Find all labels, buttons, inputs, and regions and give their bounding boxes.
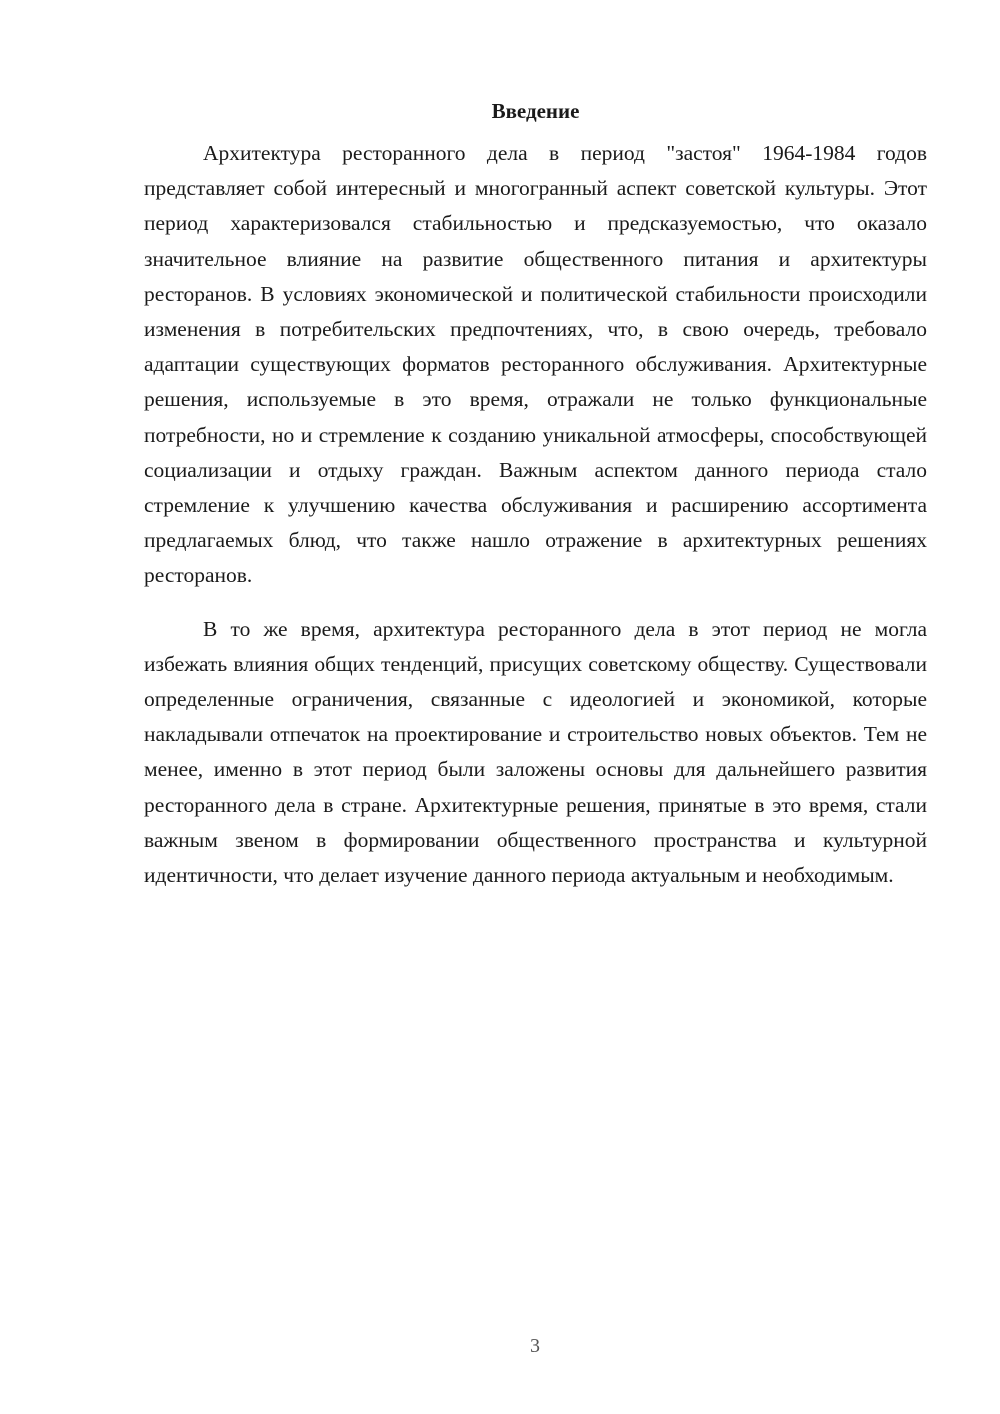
section-heading: Введение: [491, 99, 580, 123]
page-content: [144, 96, 927, 893]
paragraph-1: Архитектура ресторанного дела в период "застоя" 1964-1984 годов представляет собой интересный и многогранный аспект советской культуры. Этот период характеризовался стабильностью и предсказуемостью, что оказало значительное влияние на развитие общественного питания и архитектуры ресторанов. В условиях экономической и политической стабильности происходили изменения в потребительских предпочтениях, что, в свою очередь, требовало адаптации существующих форматов ресторанного обслуживания. Архитектурные решения, используемые в это время, отражали не только функциональные потребности, но и стремление к созданию уникальной атмосферы, способствующей социализации и отдыху граждан. Важным аспектом данного периода стало стремление к улучшению качества обслуживания и расширению ассортимента предлагаемых блюд, что также нашло отражение в архитектурных решениях ресторанов.: [144, 141, 927, 588]
page-number: 3: [530, 1335, 540, 1357]
paragraph-2: В то же время, архитектура ресторанного дела в этот период не могла избежать влияния общих тенденций, присущих советскому обществу. Существовали определенные ограничения, связанные с идеологией и экономикой, которые накладывали отпечаток на проектирование и строительство новых объектов. Тем не менее, именно в этот период были заложены основы для дальнейшего развития ресторанного дела в стране. Архитектурные решения, принятые в это время, стали важным звеном в формировании общественного пространства и культурной идентичности, что делает изучение данного периода актуальным и необходимым.: [144, 616, 927, 888]
